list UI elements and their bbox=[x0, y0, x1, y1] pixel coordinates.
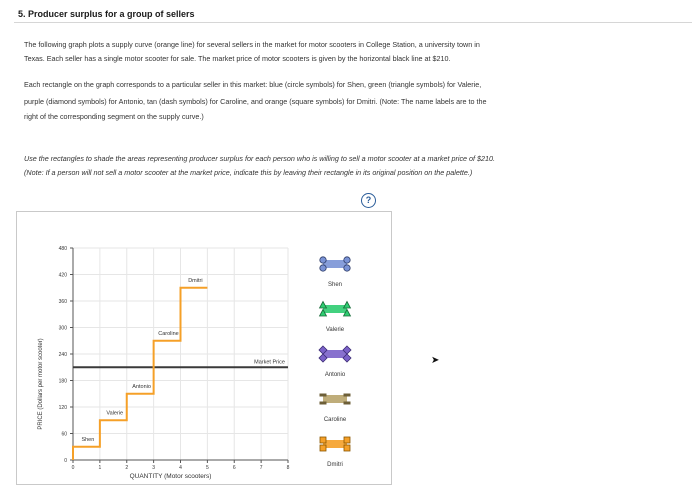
x-tick-label: 3 bbox=[152, 465, 156, 471]
palette-shape bbox=[320, 302, 327, 309]
palette-label-antonio: Antonio bbox=[324, 372, 346, 378]
segment-label-shen: Shen bbox=[81, 436, 95, 443]
y-tick-label: 420 bbox=[58, 272, 67, 279]
palette-label-valerie: Valerie bbox=[325, 327, 345, 333]
palette-rect-shen[interactable] bbox=[320, 257, 350, 271]
palette-shape bbox=[344, 394, 351, 397]
y-tick-label: 60 bbox=[61, 431, 67, 438]
palette-shape bbox=[320, 257, 326, 263]
palette-label-dmitri: Dmitri bbox=[327, 462, 343, 468]
legend-line-2: purple (diamond symbols) for Antonio, tan (dash symbols) for Caroline, and orange (square symbols) for Dmitri. (Note: The name labels are to the bbox=[24, 97, 487, 106]
x-tick-label: 2 bbox=[125, 465, 129, 471]
instruction-line-1: Use the rectangles to shade the areas representing producer surplus for each person who is willing to sell a motor scooter at a market price of $210. bbox=[24, 154, 496, 163]
x-tick-label: 6 bbox=[232, 465, 236, 471]
help-icon[interactable]: ? bbox=[361, 193, 376, 208]
palette-shape bbox=[323, 260, 347, 268]
palette-shape bbox=[323, 440, 347, 448]
palette-shape bbox=[320, 445, 326, 451]
palette-rect-dmitri[interactable] bbox=[320, 437, 350, 451]
palette-shape bbox=[323, 395, 347, 403]
y-tick-label: 360 bbox=[58, 299, 67, 305]
mouse-cursor-icon: ➤ bbox=[431, 355, 440, 366]
segment-label-antonio: Antonio bbox=[132, 383, 151, 390]
palette-shape bbox=[344, 402, 351, 405]
palette-shape bbox=[323, 350, 347, 358]
x-axis-title: QUANTITY (Motor scooters) bbox=[129, 473, 212, 480]
palette-shape bbox=[344, 445, 350, 451]
palette-label-shen: Shen bbox=[327, 282, 343, 288]
palette-shape bbox=[344, 265, 350, 271]
supply-chart bbox=[17, 212, 391, 484]
palette-shape bbox=[344, 437, 350, 443]
palette-shape bbox=[344, 302, 351, 309]
intro-line-1: The following graph plots a supply curve (orange line) for several sellers in the market for motor scooters in College Station, a university town in bbox=[24, 40, 480, 49]
market-price-label: Market Price bbox=[254, 359, 285, 366]
palette-rect-caroline[interactable] bbox=[320, 394, 351, 405]
y-axis-title: PRICE (Dollars per motor scooter) bbox=[38, 338, 44, 430]
instruction-line-2: (Note: If a person will not sell a motor scooter at the market price, indicate this by leaving their rectangle in its original position on the palette.) bbox=[24, 168, 473, 177]
x-tick-label: 7 bbox=[259, 465, 263, 471]
segment-label-valerie: Valerie bbox=[106, 410, 124, 417]
y-tick-label: 120 bbox=[58, 405, 67, 411]
x-tick-label: 5 bbox=[205, 465, 209, 471]
palette-shape bbox=[344, 257, 350, 263]
palette-rect-antonio[interactable] bbox=[319, 346, 351, 362]
x-tick-label: 8 bbox=[286, 465, 290, 471]
palette-shape bbox=[323, 305, 347, 313]
segment-label-caroline: Caroline bbox=[158, 330, 179, 337]
segment-label-dmitri: Dmitri bbox=[188, 277, 203, 284]
x-tick-label: 4 bbox=[179, 465, 182, 471]
x-tick-label: 0 bbox=[71, 465, 75, 471]
palette-shape bbox=[320, 402, 327, 405]
question-title: 5. Producer surplus for a group of sellers bbox=[18, 9, 195, 19]
graph-panel bbox=[16, 211, 392, 485]
y-tick-label: 300 bbox=[58, 325, 67, 332]
legend-line-1: Each rectangle on the graph corresponds to a particular seller in this market: blue (circle symbols) for Shen, green (triangle symbols) for Valerie, bbox=[24, 80, 482, 89]
palette-rect-valerie[interactable] bbox=[320, 302, 351, 317]
y-tick-label: 240 bbox=[58, 352, 67, 358]
palette-shape bbox=[320, 394, 327, 397]
intro-line-2: Texas. Each seller has a single motor scooter for sale. The market price of motor scooters is given by the horizontal black line at $210. bbox=[24, 54, 451, 63]
palette-shape bbox=[320, 437, 326, 443]
legend-line-3: right of the corresponding segment on the supply curve.) bbox=[24, 112, 204, 121]
y-tick-label: 480 bbox=[58, 246, 67, 252]
palette-shape bbox=[320, 265, 326, 271]
palette-label-caroline: Caroline bbox=[323, 417, 347, 423]
y-tick-label: 0 bbox=[64, 458, 67, 464]
x-tick-label: 1 bbox=[98, 465, 102, 471]
supply-curve bbox=[73, 288, 207, 460]
title-divider bbox=[14, 22, 692, 23]
y-tick-label: 180 bbox=[58, 378, 67, 385]
